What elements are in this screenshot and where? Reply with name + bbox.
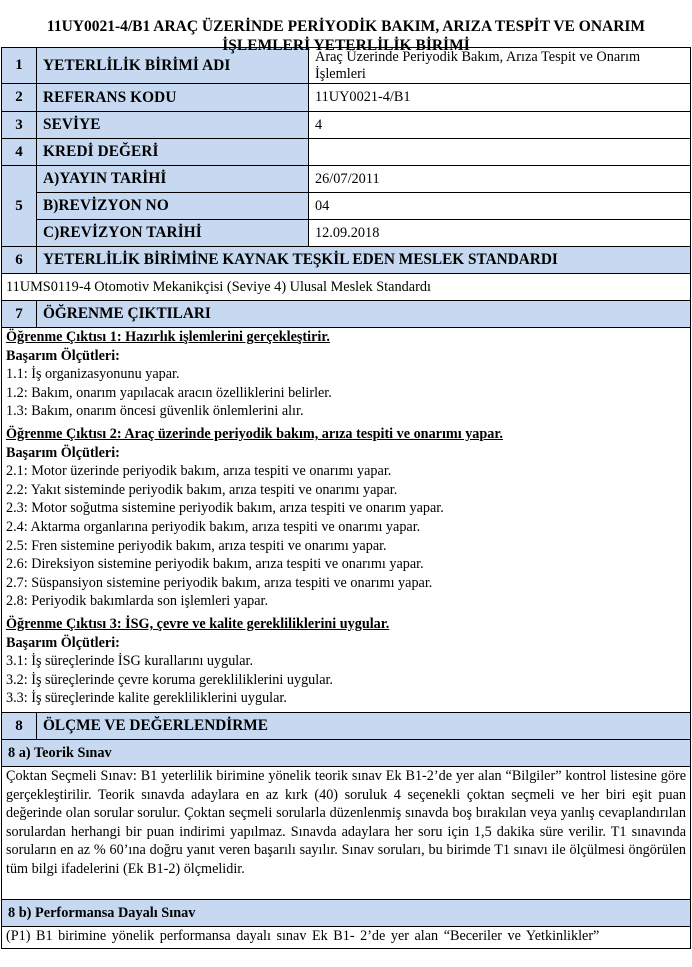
row-assessment-header bbox=[2, 713, 691, 740]
revision-date-value: 12.09.2018 bbox=[309, 220, 691, 247]
level-label: SEVİYE bbox=[37, 112, 309, 139]
row-level bbox=[2, 112, 691, 139]
unit-table bbox=[1, 47, 691, 949]
source-standard-value: 11UMS0119-4 Otomotiv Mekanikçisi (Seviye 4) Ulusal Meslek Standardı bbox=[2, 274, 691, 301]
criterion-item: 1.3: Bakım, onarım öncesi güvenlik önlemlerini alır. bbox=[6, 403, 304, 420]
performance-exam-heading: 8 b) Performansa Dayalı Sınav bbox=[2, 900, 691, 927]
performance-exam-text: (P1) B1 birimine yönelik performansa dayalı sınav Ek B1- 2’de yer alan “Beceriler ve Yetkinlikler” bbox=[2, 927, 691, 949]
row-theory-exam bbox=[2, 767, 691, 900]
row-revision-date bbox=[2, 220, 691, 247]
learning-outcomes-list bbox=[2, 328, 691, 713]
publish-date-value: 26/07/2011 bbox=[309, 166, 691, 193]
unit-name-value: Araç Üzerinde Periyodik Bakım, Arıza Tespit ve Onarım İşlemleri bbox=[309, 48, 691, 84]
criterion-item: 3.1: İş süreçlerinde İSG kurallarını uygular. bbox=[6, 653, 254, 670]
document-title bbox=[0, 0, 692, 54]
criteria-label: Başarım Ölçütleri: bbox=[6, 634, 120, 651]
row-credit bbox=[2, 139, 691, 166]
theory-exam-text: Çoktan Seçmeli Sınav: B1 yeterlilik birimine yönelik teorik sınav Ek B1-2’de yer alan “Bilgiler” kontrol listesine göre gerçekleştirilir. Teorik sınavda adaylara en az kırk (40) soruluk 4 seçenekli çoktan seçmeli ve her biri eşit puan değerinde olan sorular sorulur. Çoktan seçmeli sorularla düzenlenmiş sınavda boş bırakılan veya yanlış cevaplandırılan sorulardan herhangi bir puan indirimi yapılmaz. Sınavda adaylara her soru için 1,5 dakika süre verilir. T1 sınavında soruların en az % 60’ına doğru yanıt veren başarılı sayılır. Sınav soruları, bu birimde T1 sınavı ile ölçülmesi öngörülen tüm bilgi ifadelerini (Ek B1-2) ölçmelidir. bbox=[2, 767, 691, 900]
criterion-item: 3.2: İş süreçlerinde çevre koruma gerekliliklerini uygular. bbox=[6, 671, 333, 688]
outcome-2-title: Öğrenme Çıktısı 2: Araç üzerinde periyodik bakım, arıza tespiti ve onarımı yapar. bbox=[6, 425, 503, 442]
row-revision-no bbox=[2, 193, 691, 220]
row-source-standard-header bbox=[2, 247, 691, 274]
criterion-item: 2.1: Motor üzerinde periyodik bakım, arıza tespiti ve onarımı yapar. bbox=[6, 463, 392, 480]
row-number: 8 bbox=[2, 713, 37, 740]
row-publish-date bbox=[2, 166, 691, 193]
row-theory-exam-header bbox=[2, 740, 691, 767]
row-learning-outcomes-header bbox=[2, 301, 691, 328]
criterion-item: 2.7: Süspansiyon sistemine periyodik bakım, arıza tespiti ve onarımı yapar. bbox=[6, 574, 433, 591]
learning-outcomes-heading: ÖĞRENME ÇIKTILARI bbox=[37, 301, 691, 328]
criteria-label: Başarım Ölçütleri: bbox=[6, 444, 120, 461]
title-line-2: İŞLEMLERİ YETERLİLİK BİRİMİ bbox=[222, 37, 470, 54]
unit-name-label: YETERLİLİK BİRİMİ ADI bbox=[37, 48, 309, 84]
row-number: 1 bbox=[2, 48, 37, 84]
revision-no-label: B)REVİZYON NO bbox=[37, 193, 309, 220]
row-learning-outcomes bbox=[2, 328, 691, 713]
title-line-1: 11UY0021-4/B1 ARAÇ ÜZERİNDE PERİYODİK BAKIM, ARIZA TESPİT VE ONARIM bbox=[46, 18, 646, 35]
theory-exam-heading: 8 a) Teorik Sınav bbox=[2, 740, 691, 767]
row-performance-exam bbox=[2, 927, 691, 949]
criterion-item: 2.8: Periyodik bakımlarda son işlemleri yapar. bbox=[6, 593, 269, 610]
credit-value bbox=[309, 139, 691, 166]
criterion-item: 3.3: İş süreçlerinde kalite gerekliliklerini uygular. bbox=[6, 690, 287, 707]
criterion-item: 2.5: Fren sistemine periyodik bakım, arıza tespiti ve onarımı yapar. bbox=[6, 537, 387, 554]
revision-no-value: 04 bbox=[309, 193, 691, 220]
row-number: 2 bbox=[2, 84, 37, 112]
row-number: 5 bbox=[2, 166, 37, 247]
row-number: 3 bbox=[2, 112, 37, 139]
credit-label: KREDİ DEĞERİ bbox=[37, 139, 309, 166]
row-source-standard bbox=[2, 274, 691, 301]
outcome-1-title: Öğrenme Çıktısı 1: Hazırlık işlemlerini gerçekleştirir. bbox=[6, 329, 330, 345]
level-value: 4 bbox=[309, 112, 691, 139]
assessment-heading: ÖLÇME VE DEĞERLENDİRME bbox=[37, 713, 691, 740]
row-number: 4 bbox=[2, 139, 37, 166]
row-number: 7 bbox=[2, 301, 37, 328]
row-number: 6 bbox=[2, 247, 37, 274]
criterion-item: 2.3: Motor soğutma sistemine periyodik bakım, arıza tespiti ve onarım yapar. bbox=[6, 500, 444, 517]
criterion-item: 1.2: Bakım, onarım yapılacak aracın özelliklerini belirler. bbox=[6, 384, 332, 401]
publish-date-label: A)YAYIN TARİHİ bbox=[37, 166, 309, 193]
reference-code-label: REFERANS KODU bbox=[37, 84, 309, 112]
criteria-label: Başarım Ölçütleri: bbox=[6, 347, 120, 364]
criterion-item: 2.4: Aktarma organlarına periyodik bakım, arıza tespiti ve onarımı yapar. bbox=[6, 518, 421, 535]
criterion-item: 2.6: Direksiyon sistemine periyodik bakım, arıza tespiti ve onarımı yapar. bbox=[6, 556, 424, 573]
row-unit-name bbox=[2, 48, 691, 84]
row-performance-exam-header bbox=[2, 900, 691, 927]
outcome-3-title: Öğrenme Çıktısı 3: İSG, çevre ve kalite gerekliliklerini uygular. bbox=[6, 615, 390, 632]
row-reference-code bbox=[2, 84, 691, 112]
revision-date-label: C)REVİZYON TARİHİ bbox=[37, 220, 309, 247]
source-standard-heading: YETERLİLİK BİRİMİNE KAYNAK TEŞKİL EDEN MESLEK STANDARDI bbox=[37, 247, 691, 274]
reference-code-value: 11UY0021-4/B1 bbox=[309, 84, 691, 112]
criterion-item: 1.1: İş organizasyonunu yapar. bbox=[6, 366, 180, 383]
criterion-item: 2.2: Yakıt sisteminde periyodik bakım, arıza tespiti ve onarımı yapar. bbox=[6, 481, 398, 498]
